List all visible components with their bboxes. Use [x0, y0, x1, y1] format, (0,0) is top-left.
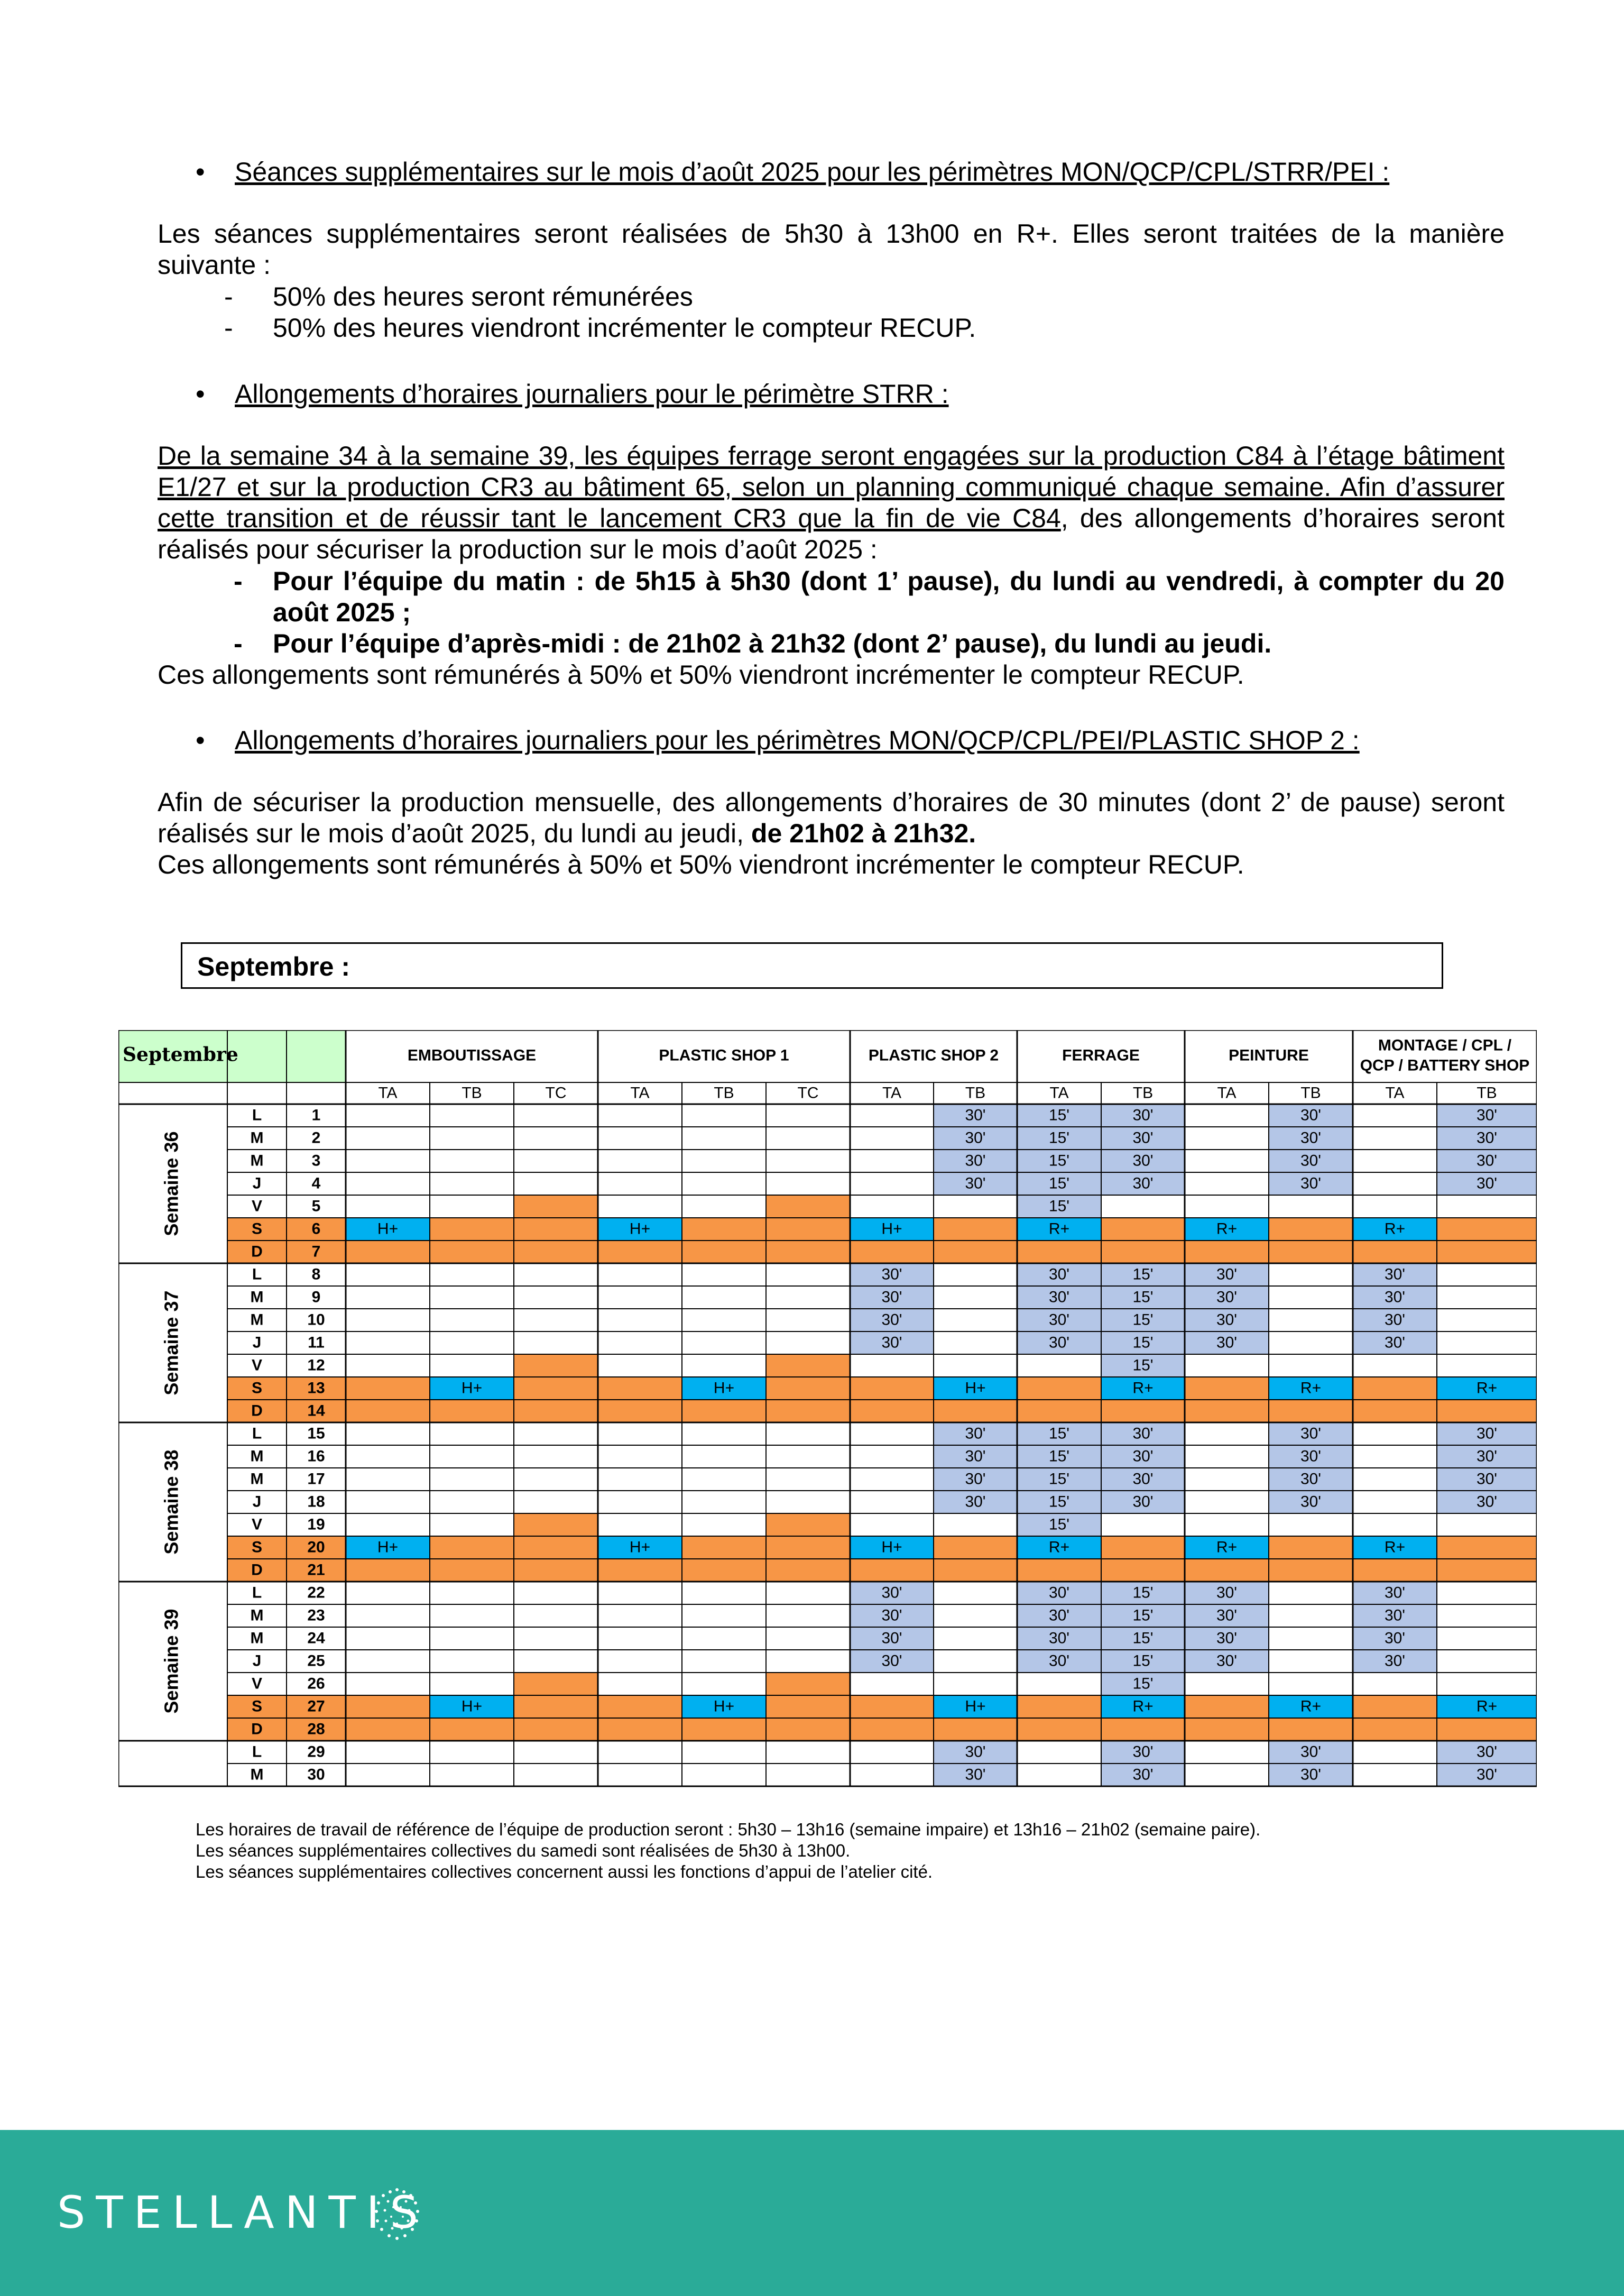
dash-item-2a-line-1: Pour l’équipe du matin : de 5h15 à 5h30 (dont 1’ pause), du lundi au vendredi, à compter du 20 — [273, 566, 1505, 596]
day-letter: S — [251, 1220, 263, 1238]
day-number: 9 — [311, 1288, 321, 1306]
schedule-cell: 30' — [965, 1174, 986, 1192]
schedule-cell: 30' — [1476, 1425, 1498, 1443]
month-title: Septembre : — [197, 952, 350, 981]
schedule-cell: 30' — [881, 1629, 902, 1647]
schedule-cell: H+ — [713, 1379, 735, 1397]
day-number: 2 — [311, 1129, 321, 1147]
team-header: TA — [1049, 1084, 1069, 1102]
day-number: 16 — [307, 1447, 325, 1465]
paragraph-2-line-4: réalisés pour sécuriser la production sur le mois d’août 2025 : — [158, 535, 878, 564]
schedule-cell: 15' — [1048, 1447, 1070, 1465]
dash-item-2b-text: Pour l’équipe d’après-midi : de 21h02 à 21h32 (dont 2’ pause), du lundi au jeudi. — [273, 629, 1272, 658]
bullet-3-text: Allongements d’horaires journaliers pour les périmètres MON/QCP/CPL/PEI/PLASTIC SHOP 2 : — [235, 725, 1360, 755]
schedule-cell: 30' — [1476, 1174, 1498, 1192]
bullet-1-text: Séances supplémentaires sur le mois d’août 2025 pour les périmètres MON/QCP/CPL/STRR/PEI : — [235, 157, 1390, 187]
day-number: 25 — [307, 1652, 325, 1670]
day-letter: M — [250, 1470, 264, 1488]
schedule-cell: 30' — [1300, 1174, 1322, 1192]
day-letter: V — [251, 1516, 263, 1533]
schedule-cell: H+ — [377, 1538, 399, 1556]
team-header: TC — [545, 1084, 567, 1102]
day-letter: V — [251, 1356, 263, 1374]
stellantis-logo — [57, 2172, 496, 2252]
day-letter: M — [250, 1766, 264, 1784]
day-number: 11 — [308, 1334, 325, 1352]
schedule-cell: H+ — [629, 1538, 651, 1556]
schedule-cell: 30' — [965, 1743, 986, 1761]
paragraph-1 — [158, 218, 1505, 281]
day-number: 7 — [311, 1243, 321, 1261]
schedule-cell: 15' — [1048, 1174, 1070, 1192]
note-1: Les horaires de travail de référence de l’équipe de production seront : 5h30 – 13h16 (semaine impaire) et 13h16 – 21h02 (semaine paire). — [196, 1820, 1261, 1839]
schedule-cell: 30' — [881, 1311, 902, 1329]
schedule-cell: R+ — [1048, 1220, 1070, 1238]
schedule-cell: 30' — [1132, 1766, 1154, 1784]
schedule-cell: 30' — [1132, 1470, 1154, 1488]
schedule-cell: 30' — [1132, 1174, 1154, 1192]
day-number: 21 — [307, 1561, 325, 1579]
day-number: 6 — [311, 1220, 321, 1238]
schedule-cell: R+ — [1132, 1379, 1154, 1397]
schedule-cell: 30' — [881, 1584, 902, 1602]
schedule-cell: 30' — [881, 1334, 902, 1352]
day-number: 12 — [307, 1356, 325, 1374]
schedule-cell: 15' — [1048, 1516, 1070, 1533]
schedule-cell: 30' — [1132, 1425, 1154, 1443]
schedule-cell: 30' — [965, 1425, 986, 1443]
day-letter: L — [252, 1743, 262, 1761]
day-letter: L — [252, 1106, 262, 1124]
schedule-cell: 30' — [1216, 1265, 1238, 1283]
day-letter: D — [251, 1243, 263, 1261]
schedule-cell: 30' — [881, 1288, 902, 1306]
day-letter: J — [252, 1652, 262, 1670]
schedule-cell: 30' — [1300, 1106, 1322, 1124]
schedule-table — [118, 1030, 1537, 1793]
schedule-table-svg — [118, 1030, 1537, 1793]
paragraph-2-end: Ces allongements sont rémunérés à 50% et 50% viendront incrémenter le compteur RECUP. — [158, 660, 1244, 690]
paragraph-3-line-2-bold: de 21h02 à 21h32. — [751, 819, 976, 848]
schedule-cell: H+ — [965, 1379, 986, 1397]
schedule-cell: 30' — [965, 1152, 986, 1170]
schedule-cell: 15' — [1132, 1311, 1154, 1329]
schedule-cell: 30' — [1300, 1425, 1322, 1443]
schedule-cell: H+ — [881, 1538, 902, 1556]
day-number: 26 — [307, 1675, 325, 1693]
day-letter: M — [250, 1152, 264, 1170]
schedule-cell: 15' — [1048, 1425, 1070, 1443]
paragraph-2-line-3 — [158, 503, 1505, 534]
schedule-cell: R+ — [1216, 1538, 1238, 1556]
day-number: 19 — [307, 1516, 325, 1533]
team-header: TA — [630, 1084, 650, 1102]
schedule-cell: R+ — [1132, 1697, 1154, 1715]
schedule-cell: 30' — [1476, 1743, 1498, 1761]
schedule-cell: 15' — [1132, 1334, 1154, 1352]
group-header: PLASTIC SHOP 1 — [659, 1046, 789, 1064]
day-number: 24 — [307, 1629, 325, 1647]
weekend-row-fill — [227, 1400, 1537, 1422]
day-number: 20 — [307, 1538, 325, 1556]
bullet-dot: • — [196, 379, 205, 409]
day-number: 28 — [307, 1720, 325, 1738]
friday-tc-fill — [514, 1513, 598, 1536]
day-letter: S — [251, 1379, 263, 1397]
schedule-cell: 30' — [1216, 1311, 1238, 1329]
paragraph-2-line-1 — [158, 440, 1505, 472]
schedule-cell: 30' — [1300, 1493, 1322, 1511]
day-number: 18 — [307, 1493, 325, 1511]
schedule-cell: 30' — [965, 1447, 986, 1465]
team-header: TB — [462, 1084, 482, 1102]
weekend-row-fill — [227, 1559, 1537, 1582]
schedule-cell: 30' — [1300, 1470, 1322, 1488]
month-title-box — [181, 942, 1443, 989]
schedule-cell: 30' — [1384, 1652, 1406, 1670]
week-label: Semaine 36 — [160, 1131, 182, 1236]
schedule-cell: 30' — [1476, 1470, 1498, 1488]
schedule-cell: 30' — [1384, 1334, 1406, 1352]
week-label: Semaine 37 — [160, 1290, 182, 1395]
schedule-cell: 15' — [1132, 1584, 1154, 1602]
schedule-cell: 30' — [881, 1652, 902, 1670]
schedule-cell: 30' — [1216, 1334, 1238, 1352]
team-header: TA — [1385, 1084, 1405, 1102]
schedule-cell: H+ — [965, 1697, 986, 1715]
group-header: PLASTIC SHOP 2 — [868, 1046, 999, 1064]
schedule-cell: H+ — [461, 1379, 483, 1397]
schedule-cell: 30' — [881, 1606, 902, 1624]
paragraph-3-line-2-text: réalisés sur le mois d’août 2025, du lundi au jeudi, — [158, 819, 751, 848]
paragraph-2-line-1-text: De la semaine 34 à la semaine 39, les équipes ferrage seront engagées sur la production C84 à l’étage bâtiment — [158, 441, 1505, 471]
note-2: Les séances supplémentaires collectives du samedi sont réalisées de 5h30 à 13h00. — [196, 1841, 851, 1860]
schedule-cell: 30' — [1132, 1447, 1154, 1465]
schedule-cell: 30' — [1048, 1311, 1070, 1329]
schedule-cell: 30' — [1300, 1743, 1322, 1761]
schedule-cell: 15' — [1048, 1152, 1070, 1170]
day-letter: M — [250, 1629, 264, 1647]
schedule-cell: 30' — [1048, 1288, 1070, 1306]
day-number: 5 — [311, 1197, 321, 1215]
day-letter: D — [251, 1720, 263, 1738]
paragraph-2-line-2 — [158, 472, 1505, 503]
logo-wordmark: STELLANTIS — [57, 2187, 429, 2238]
friday-tc-fill — [766, 1354, 850, 1377]
schedule-cell: 30' — [1216, 1288, 1238, 1306]
day-letter: L — [252, 1265, 262, 1283]
schedule-cell: 30' — [1132, 1152, 1154, 1170]
schedule-cell: H+ — [629, 1220, 651, 1238]
schedule-cell: 15' — [1132, 1652, 1154, 1670]
schedule-cell: 30' — [881, 1265, 902, 1283]
dash-item-2a-line-2: août 2025 ; — [273, 598, 411, 627]
dash-item-1b-text: 50% des heures viendront incrémenter le compteur RECUP. — [273, 313, 976, 343]
schedule-cell: 15' — [1048, 1470, 1070, 1488]
schedule-cell: 30' — [1476, 1129, 1498, 1147]
paragraph-2 — [158, 440, 1505, 565]
schedule-cell: 15' — [1132, 1629, 1154, 1647]
schedule-cell: 30' — [1132, 1743, 1154, 1761]
schedule-cell: R+ — [1048, 1538, 1070, 1556]
group-header-line: MONTAGE / CPL / — [1378, 1036, 1512, 1054]
paragraph-3-line-1: Afin de sécuriser la production mensuelle, des allongements d’horaires de 30 minutes (dont 2’ de pause) seront — [158, 787, 1505, 817]
day-number: 14 — [307, 1402, 325, 1420]
group-header: EMBOUTISSAGE — [407, 1046, 537, 1064]
schedule-cell: 30' — [1384, 1629, 1406, 1647]
note-3: Les séances supplémentaires collectives concernent aussi les fonctions d’appui de l’atelier cité. — [196, 1862, 933, 1881]
friday-tc-fill — [766, 1195, 850, 1218]
paragraph-1-line-1: Les séances supplémentaires seront réalisées de 5h30 à 13h00 en R+. Elles seront traitées de la manière — [158, 219, 1505, 249]
paragraph-2-line-3-rest: , des allongements d’horaires seront — [1060, 503, 1505, 533]
schedule-cell: 15' — [1048, 1106, 1070, 1124]
schedule-cell: 30' — [1048, 1606, 1070, 1624]
schedule-cell: 30' — [1216, 1652, 1238, 1670]
day-number: 10 — [307, 1311, 325, 1329]
day-letter: M — [250, 1447, 264, 1465]
day-letter: S — [251, 1697, 263, 1715]
schedule-cell: 30' — [965, 1766, 986, 1784]
team-header: TB — [965, 1084, 986, 1102]
paragraph-2-line-3-underlined: cette transition et de réussir tant le lancement CR3 que la fin de vie C84 — [158, 503, 1061, 533]
day-letter: J — [252, 1334, 262, 1352]
bullet-2-text: Allongements d’horaires journaliers pour le périmètre STRR : — [235, 379, 949, 409]
friday-tc-fill — [514, 1673, 598, 1695]
team-header: TA — [378, 1084, 398, 1102]
day-letter: M — [250, 1129, 264, 1147]
weekend-row-fill — [227, 1718, 1537, 1741]
day-letter: D — [251, 1561, 263, 1579]
schedule-cell: R+ — [1384, 1538, 1406, 1556]
schedule-cell: 15' — [1048, 1493, 1070, 1511]
schedule-cell: 30' — [1384, 1265, 1406, 1283]
day-number: 15 — [307, 1425, 325, 1443]
team-header: TB — [714, 1084, 734, 1102]
schedule-cell: H+ — [713, 1697, 735, 1715]
friday-tc-fill — [766, 1673, 850, 1695]
schedule-cell: R+ — [1476, 1697, 1498, 1715]
paragraph-1-line-2: suivante : — [158, 250, 271, 280]
day-letter: M — [250, 1606, 264, 1624]
schedule-cell: R+ — [1300, 1379, 1322, 1397]
team-header: TA — [882, 1084, 902, 1102]
schedule-cell: 30' — [1476, 1766, 1498, 1784]
day-letter: V — [251, 1197, 263, 1215]
schedule-cell: 30' — [965, 1493, 986, 1511]
schedule-cell: 30' — [1216, 1629, 1238, 1647]
schedule-cell: R+ — [1384, 1220, 1406, 1238]
stellantis-logo-svg — [57, 2172, 496, 2252]
schedule-cell: 30' — [1384, 1288, 1406, 1306]
schedule-cell: 30' — [1300, 1447, 1322, 1465]
schedule-cell: 30' — [1476, 1447, 1498, 1465]
day-number: 13 — [307, 1379, 325, 1397]
schedule-cell: 30' — [1476, 1152, 1498, 1170]
team-header: TB — [1132, 1084, 1154, 1102]
bullet-dot: • — [196, 157, 205, 187]
schedule-cell: 30' — [1384, 1606, 1406, 1624]
week-label: Semaine 39 — [160, 1609, 182, 1714]
day-number: 1 — [311, 1106, 321, 1124]
day-letter: V — [251, 1675, 263, 1693]
day-number: 17 — [307, 1470, 325, 1488]
day-number: 29 — [307, 1743, 325, 1761]
schedule-cell: 15' — [1132, 1265, 1154, 1283]
schedule-cell: 30' — [1048, 1265, 1070, 1283]
schedule-cell: H+ — [881, 1220, 902, 1238]
schedule-cell: 30' — [965, 1129, 986, 1147]
day-number: 23 — [307, 1606, 325, 1624]
team-header: TC — [797, 1084, 819, 1102]
schedule-cell: 30' — [965, 1106, 986, 1124]
day-number: 4 — [311, 1174, 321, 1192]
friday-tc-fill — [514, 1354, 598, 1377]
schedule-cell: 30' — [1300, 1766, 1322, 1784]
day-letter: S — [251, 1538, 263, 1556]
day-number: 30 — [307, 1766, 325, 1784]
schedule-cell: 30' — [1048, 1652, 1070, 1670]
schedule-cell: 30' — [1476, 1493, 1498, 1511]
schedule-cell: 30' — [1048, 1334, 1070, 1352]
day-letter: J — [252, 1174, 262, 1192]
paragraph-2-line-2-text: E1/27 et sur la production CR3 au bâtiment 65, selon un planning communiqué chaque semaine. Afin d’assurer — [158, 472, 1505, 502]
schedule-cell: H+ — [461, 1697, 483, 1715]
schedule-cell: 30' — [1476, 1106, 1498, 1124]
schedule-cell: 15' — [1132, 1606, 1154, 1624]
schedule-cell: 30' — [1384, 1311, 1406, 1329]
schedule-cell: 30' — [1300, 1129, 1322, 1147]
schedule-cell: 30' — [1132, 1106, 1154, 1124]
schedule-cell: 30' — [1216, 1606, 1238, 1624]
team-header: TB — [1477, 1084, 1497, 1102]
schedule-cell: 30' — [1048, 1629, 1070, 1647]
paragraph-3 — [158, 787, 1505, 880]
corner-label: Septembre — [123, 1043, 238, 1066]
weekend-row-fill — [227, 1241, 1537, 1263]
schedule-cell: 30' — [1048, 1584, 1070, 1602]
group-header: PEINTURE — [1229, 1046, 1309, 1064]
day-letter: L — [252, 1425, 262, 1443]
schedule-cell: 30' — [1300, 1152, 1322, 1170]
dash-item-1a-text: 50% des heures seront rémunérées — [273, 282, 693, 311]
day-letter: D — [251, 1402, 263, 1420]
group-header: FERRAGE — [1062, 1046, 1140, 1064]
schedule-cell: 15' — [1132, 1675, 1154, 1693]
schedule-cell: 30' — [1132, 1129, 1154, 1147]
day-number: 8 — [311, 1265, 321, 1283]
schedule-cell: 30' — [1132, 1493, 1154, 1511]
day-letter: L — [252, 1584, 262, 1602]
schedule-cell: R+ — [1476, 1379, 1498, 1397]
paragraph-3-line-3: Ces allongements sont rémunérés à 50% et 50% viendront incrémenter le compteur RECUP. — [158, 850, 1244, 879]
bullet-dot: • — [196, 725, 205, 755]
schedule-cell: 15' — [1132, 1356, 1154, 1374]
schedule-cell: H+ — [377, 1220, 399, 1238]
schedule-cell: 30' — [965, 1470, 986, 1488]
schedule-cell: 15' — [1048, 1129, 1070, 1147]
schedule-cell: 15' — [1048, 1197, 1070, 1215]
team-header: TA — [1217, 1084, 1237, 1102]
schedule-cell: R+ — [1300, 1697, 1322, 1715]
day-letter: M — [250, 1311, 264, 1329]
day-letter: J — [252, 1493, 262, 1511]
team-header: TB — [1300, 1084, 1321, 1102]
friday-tc-fill — [514, 1195, 598, 1218]
schedule-cell: R+ — [1216, 1220, 1238, 1238]
week-label: Semaine 38 — [160, 1449, 182, 1555]
schedule-cell: 30' — [1216, 1584, 1238, 1602]
day-number: 3 — [311, 1152, 321, 1170]
day-number: 22 — [307, 1584, 325, 1602]
group-header-line: QCP / BATTERY SHOP — [1360, 1057, 1530, 1074]
day-number: 27 — [307, 1697, 325, 1715]
paragraph-3-line-2 — [158, 818, 1505, 849]
day-letter: M — [250, 1288, 264, 1306]
schedule-cell: 30' — [1384, 1584, 1406, 1602]
friday-tc-fill — [766, 1513, 850, 1536]
schedule-cell: 15' — [1132, 1288, 1154, 1306]
